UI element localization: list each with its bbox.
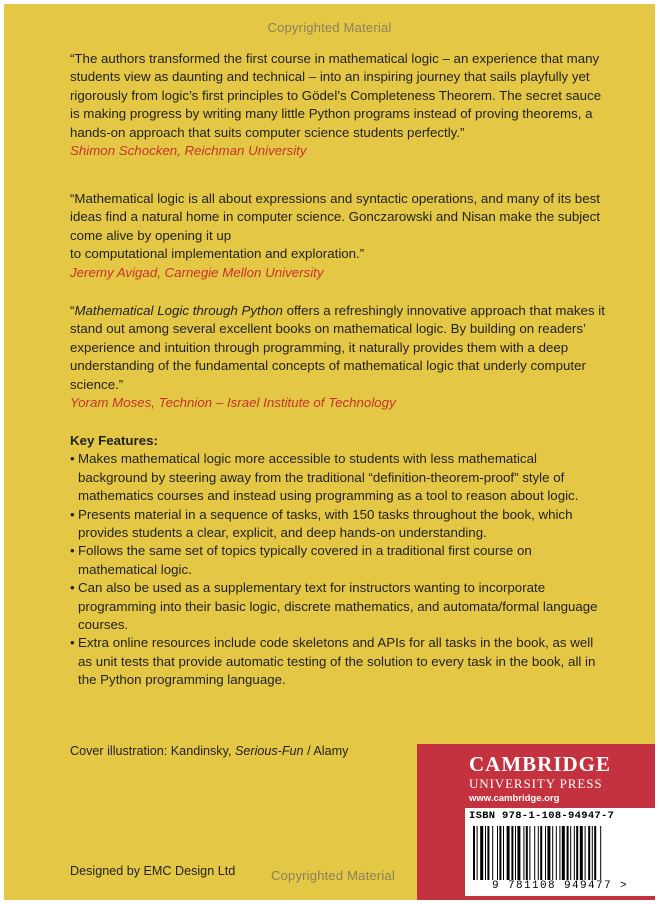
barcode-stripe [576, 826, 578, 880]
barcode-stripe [507, 826, 510, 880]
barcode-stripe [556, 826, 557, 880]
quote-attribution: Shimon Schocken, Reichman University [70, 143, 307, 159]
review-quote-1 [70, 50, 610, 160]
barcode-stripe [497, 826, 498, 880]
barcode-stripe [526, 826, 528, 880]
barcode-stripe [503, 826, 504, 880]
book-back-cover [4, 4, 655, 900]
cover-illustration-credit [70, 744, 348, 758]
barcode-stripe [517, 826, 520, 880]
barcode-stripe [588, 826, 590, 880]
barcode-stripe [592, 826, 593, 880]
quote-attribution: Jeremy Avigad, Carnegie Mellon University [70, 264, 324, 280]
book-title: Mathematical Logic through Python [74, 303, 283, 318]
credit-prefix: Cover illustration: Kandinsky, [70, 744, 235, 758]
barcode-stripe [600, 826, 601, 880]
review-quote-2 [70, 190, 610, 282]
barcode-stripe [523, 826, 524, 880]
credit-artwork: Serious-Fun [234, 744, 304, 758]
watermark-top: Copyrighted Material [267, 20, 392, 35]
barcode-stripe [540, 826, 542, 880]
barcode-digits: 9 781108 949477 > [491, 880, 629, 892]
quote-text: “The authors transformed the first course in mathematical logic – an experience that many students view as daunting and technical – into an inspiring journey that sails playfully yet rigorously from logic’s first principles to Gödel’s Completeness Theorem. The secret sauce is making progress by writing many little Python programs instead of proving theorems, a hands-on approach that suits computer science students perfectly.” [70, 51, 602, 140]
quote-text: offers a refreshingly innovative approach that makes it stand out among several excellent books on mathematical logic. By building on readers’ experience and intuition through programming, it naturally provides them with a deep understanding of the fundamental concepts of mathematical logic that underly computer science.” [70, 303, 605, 392]
barcode-graphic [473, 826, 647, 880]
barcode-stripe [570, 826, 571, 880]
feature-item: • Extra online resources include code skeletons and APIs for all tasks in the book, as well as unit tests that provide automatic testing of the solution to every task in the book, all in the Python programming language. [70, 634, 610, 689]
key-features [70, 432, 610, 690]
barcode-stripe [480, 826, 483, 880]
publisher-block [417, 744, 655, 900]
barcode-stripe [492, 826, 493, 880]
designer-credit: Designed by EMC Design Ltd [70, 864, 236, 878]
barcode-stripe [574, 826, 575, 880]
barcode-stripe [477, 826, 478, 880]
review-quote-3 [70, 302, 610, 412]
barcode-stripe [585, 826, 586, 880]
quote-open-mark: “ [70, 303, 75, 318]
quote-attribution: Yoram Moses, Technion – Israel Institute of Technology [70, 395, 396, 411]
barcode-stripe [485, 826, 486, 880]
quote-text: “Mathematical logic is all about expressions and syntactic operations, and many of its best ideas find a natural home in computer science. Gonczarowski and Nisan make the subject come alive by opening it up [70, 191, 600, 243]
publisher-url: www.cambridge.org [469, 793, 560, 804]
key-features-list [70, 450, 610, 689]
barcode-panel [465, 808, 655, 896]
barcode-stripe [499, 826, 501, 880]
key-features-heading: Key Features: [70, 433, 158, 448]
barcode-stripe [594, 826, 596, 880]
barcode-stripe [529, 826, 530, 880]
barcode-stripe [580, 826, 583, 880]
quote-text-line2: to computational implementation and exploration.” [70, 246, 365, 262]
barcode-stripe [538, 826, 539, 880]
barcode-stripe [562, 826, 565, 880]
feature-item: • Can also be used as a supplementary text for instructors wanting to incorporate programming into their basic logic, discrete mathematics, and automata/formal language courses. [70, 579, 610, 634]
barcode-stripe [547, 826, 550, 880]
publisher-subtitle: UNIVERSITY PRESS [469, 776, 603, 791]
barcode-stripe [545, 826, 546, 880]
barcode-stripe [511, 826, 513, 880]
barcode-stripe [559, 826, 560, 880]
barcode-stripe [534, 826, 535, 880]
watermark-bottom: Copyrighted Material [271, 868, 395, 883]
feature-item: • Presents material in a sequence of tasks, with 150 tasks throughout the book, which provides students a clear, explicit, and deep hands-on understanding. [70, 506, 610, 543]
credit-suffix: / Alamy [303, 744, 349, 758]
isbn-number: ISBN 978-1-108-94947-7 [469, 810, 615, 822]
barcode-stripe [552, 826, 553, 880]
barcode-stripe [567, 826, 569, 880]
barcode-stripe [473, 826, 475, 880]
publisher-name: CAMBRIDGE [469, 752, 612, 776]
barcode-stripe [487, 826, 489, 880]
feature-item: • Makes mathematical logic more accessible to students with less mathematical background by steering away from the traditional “definition-theorem-proof” style of mathematics courses and instead using programming as a tool to reason about logic. [70, 450, 610, 505]
feature-item: • Follows the same set of topics typically covered in a traditional first course on mathematical logic. [70, 542, 610, 579]
barcode-stripe [515, 826, 516, 880]
